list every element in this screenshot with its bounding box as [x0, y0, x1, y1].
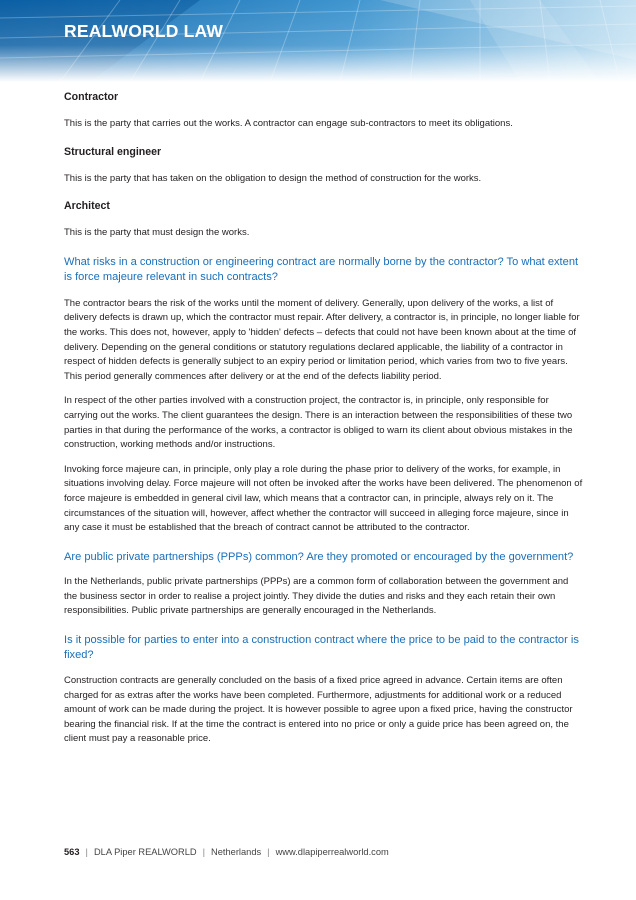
footer-publisher: DLA Piper REALWORLD: [93, 847, 197, 857]
question-fixed-price: Is it possible for parties to enter into a construction contract where the price to be paid to the contractor is fixed?: [64, 633, 579, 662]
paragraph-structural-engineer: This is the party that has taken on the obligation to design the method of construction for the works.: [64, 172, 482, 184]
subheading-structural-engineer: Structural engineer: [64, 145, 162, 158]
page-number: 563: [64, 847, 80, 857]
paragraph-risks-3: Invoking force majeure can, in principle, only play a role during the phase prior to delivery of the works, for example, in situations involving delay. Force majeure will not often be invoked after the works have been delivered. The phenomenon of force majeure is embedded in general civil law, which means that a contractor can, in principle, always rely on it. The circumstances of the situation will, however, affect whether the contractor will succeed in alleging force majeure, since in any case it must be established that the breach of contract cannot be attributed to the contractor.: [64, 463, 583, 534]
paragraph-fixed-price: Construction contracts are generally concluded on the basis of a fixed price agreed in advance. Certain items are often charged for as extras after the works have been completed. Furthermore, adjustments for additional work or a reduced amount of work can be made during the project. It is however possible to agree upon a fixed price, having the constructor bearing the financial risk. If at the time the contract is entered into no price or only a guide price has been agreed on, the client must pay a reasonable price.: [64, 674, 573, 745]
subheading-contractor: Contractor: [64, 91, 119, 103]
brand-title: REALWORLD LAW: [64, 21, 224, 41]
footer-website-link[interactable]: www.dlapiperrealworld.com: [275, 847, 389, 857]
footer-country: Netherlands: [211, 847, 262, 857]
paragraph-ppp: In the Netherlands, public private partnerships (PPPs) are a common form of collaboration between the government and the business sector in order to realise a project jointly. They divide the duties and risks and they each retain their own responsibilities. Public private partnerships are generally encouraged in the Netherlands.: [64, 576, 569, 617]
page-footer: [64, 847, 389, 857]
footer-separator: |: [267, 847, 270, 857]
paragraph-risks-2: In respect of the other parties involved with a construction project, the contractor is, in principle, only responsible for carrying out the works. The client guarantees the design. There is an interaction between the responsibilities of these two parties in that during the performance of the works, a contractor is obliged to warn its client about obvious mistakes in the construction, working methods and/or instructions.: [64, 395, 573, 451]
footer-separator: |: [85, 847, 88, 857]
question-ppp: Are public private partnerships (PPPs) common? Are they promoted or encouraged by the government?: [64, 550, 574, 563]
question-risks-force-majeure: What risks in a construction or engineering contract are normally borne by the contractor? To what extent is force majeure relevant in such contracts?: [64, 255, 579, 284]
footer-separator: |: [202, 847, 206, 857]
paragraph-risks-1: The contractor bears the risk of the works until the moment of delivery. Generally, upon delivery of the works, a list of delivery defects is drawn up, which the contractor must repair. After delivery, a contractor is, in principle, no longer liable for the works. This does not, however, apply to 'hidden' defects – defects that could not have been known about at the time of delivery. Depending on the general conditions or statutory regulations declared applicable, the liability of a contractor in respect of hidden defects is generally subject to an expiry period or limitation period, which varies from two to five years. This period generally commences after delivery or at the end of the defects liability period.: [64, 297, 580, 382]
subheading-architect: Architect: [64, 200, 110, 213]
header-banner: [0, 0, 636, 82]
paragraph-architect: This is the party that must design the works.: [64, 227, 250, 239]
paragraph-contractor: This is the party that carries out the works. A contractor can engage sub-contractors to meet its obligations.: [64, 118, 513, 129]
page-content: [64, 90, 584, 747]
